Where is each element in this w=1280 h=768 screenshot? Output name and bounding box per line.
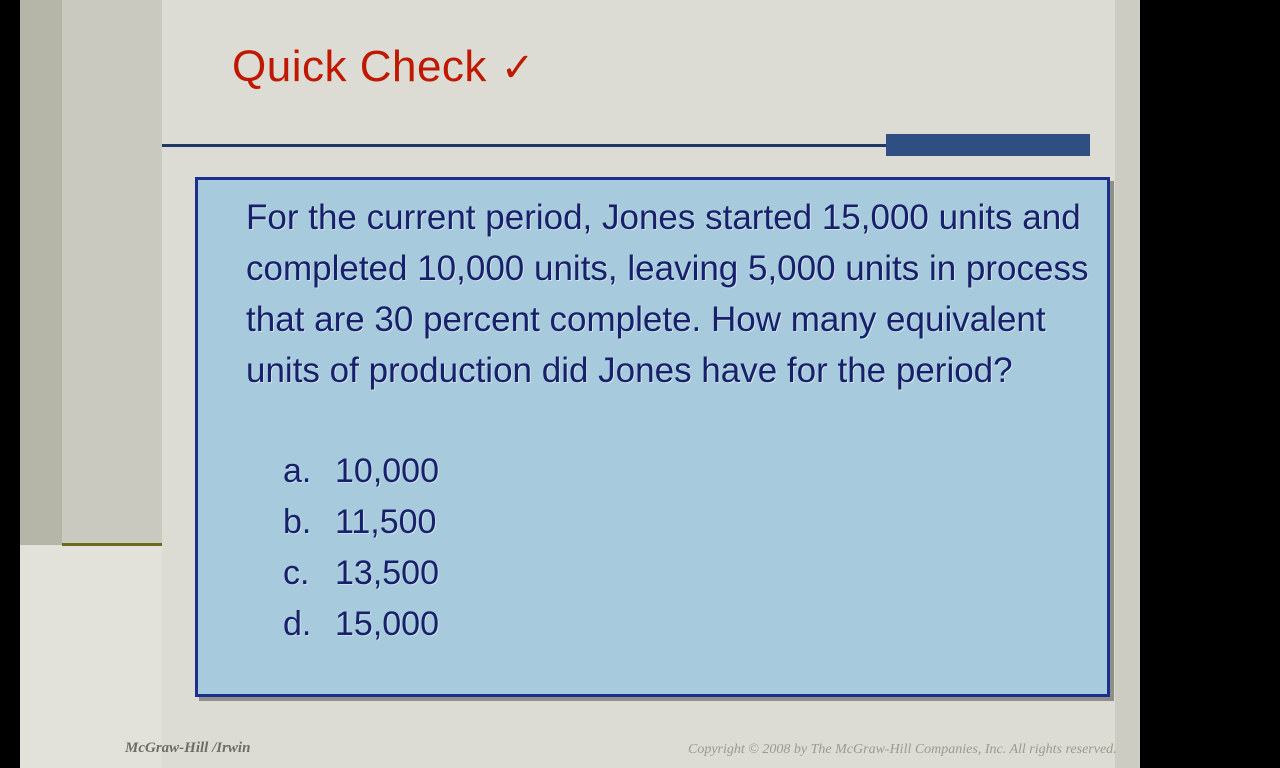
choice-value: 11,500 xyxy=(335,503,437,541)
decorative-accent-line xyxy=(62,543,162,546)
choice-option-a[interactable] xyxy=(283,452,983,491)
choice-letter: d. xyxy=(283,605,312,643)
choice-letter: a. xyxy=(283,452,312,490)
decorative-band-light xyxy=(62,0,162,545)
question-box xyxy=(195,177,1110,697)
choice-value: 15,000 xyxy=(335,605,439,643)
letterbox-left xyxy=(0,0,20,768)
choice-option-b[interactable] xyxy=(283,503,983,542)
page-title-text: Quick Check xyxy=(232,42,487,91)
choice-list xyxy=(283,452,983,656)
choice-value: 10,000 xyxy=(335,452,439,490)
choice-option-c[interactable] xyxy=(283,554,983,593)
page-title xyxy=(232,42,535,92)
title-accent-block xyxy=(886,134,1090,156)
decorative-right-edge xyxy=(1115,0,1140,768)
slide-canvas xyxy=(20,0,1140,768)
question-text: For the current period, Jones started 15,000 units and completed 10,000 units, leaving 5,000 units in process that are 30 percent complete. How many equivalent units of production did Jones have for the period? xyxy=(246,198,1089,390)
title-divider xyxy=(162,144,952,147)
check-icon: ✓ xyxy=(500,46,535,90)
choice-value: 13,500 xyxy=(335,554,439,592)
footer-publisher: McGraw-Hill /Irwin xyxy=(125,740,251,756)
footer-copyright: Copyright © 2008 by The McGraw-Hill Companies, Inc. All rights reserved. xyxy=(688,742,1117,757)
choice-letter: b. xyxy=(283,503,312,541)
letterbox-right xyxy=(1140,0,1280,768)
decorative-band-lower xyxy=(20,545,162,768)
choice-letter: c. xyxy=(283,554,310,592)
choice-option-d[interactable] xyxy=(283,605,983,644)
